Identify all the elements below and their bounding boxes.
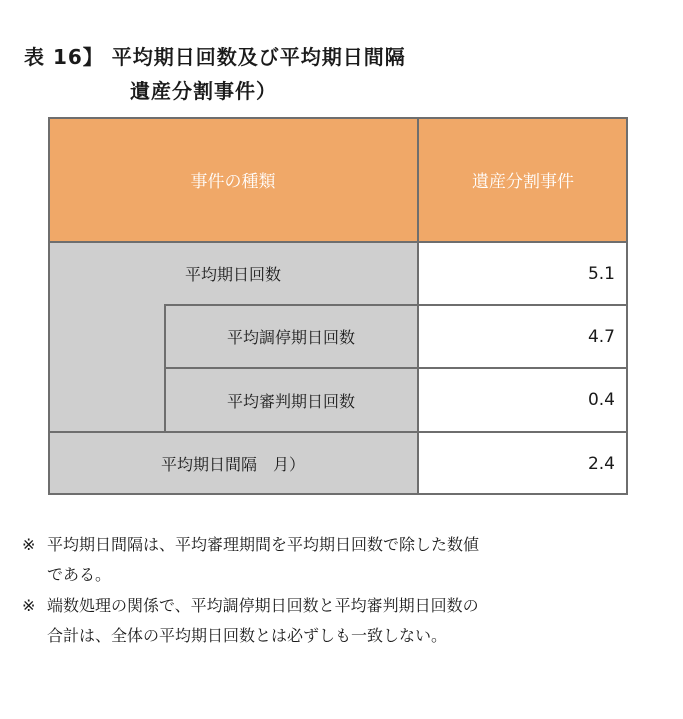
reference-mark: ※ <box>22 596 36 615</box>
table-border-bottom <box>48 493 628 495</box>
row-label-avg-session-count: 平均期日回数 <box>48 242 418 305</box>
row-value-avg-mediation-count: 4.7 <box>587 326 615 347</box>
header-case-type: 事件の種類 <box>48 117 418 242</box>
footnote-line: 合計は、全体の平均期日回数とは必ずしも一致しない。 <box>47 626 448 645</box>
statistics-table <box>48 117 628 495</box>
row-label-avg-mediation-count: 平均調停期日回数 <box>164 305 418 368</box>
table-divider <box>48 241 628 243</box>
table-title-line-2: 遺産分割事件） <box>130 79 277 103</box>
table-divider <box>417 117 419 495</box>
reference-mark: ※ <box>22 535 36 554</box>
footnote-line: である。 <box>47 565 112 584</box>
table-border-left <box>48 117 50 495</box>
footnote-line: 端数処理の関係で、平均調停期日回数と平均審判期日回数の <box>47 596 479 615</box>
row-value-avg-session-count: 5.1 <box>587 263 615 284</box>
table-divider <box>164 304 628 306</box>
table-divider <box>164 367 628 369</box>
table-divider <box>164 305 166 432</box>
row-value-avg-session-interval: 2.4 <box>587 453 615 474</box>
row-label-avg-adjudication-count: 平均審判期日回数 <box>164 368 418 432</box>
table-border-right <box>626 117 628 495</box>
row-label-avg-session-interval: 平均期日間隔 月） <box>48 432 418 495</box>
header-estate-division: 遺産分割事件 <box>418 117 628 242</box>
table-divider <box>48 431 628 433</box>
row-value-avg-adjudication-count: 0.4 <box>587 390 615 410</box>
footnote-line: 平均期日間隔は、平均審理期間を平均期日回数で除した数値 <box>47 535 480 554</box>
table-border-top <box>48 117 628 119</box>
table-title-line-1: 表 16】 平均期日回数及び平均期日間隔 <box>24 45 406 69</box>
